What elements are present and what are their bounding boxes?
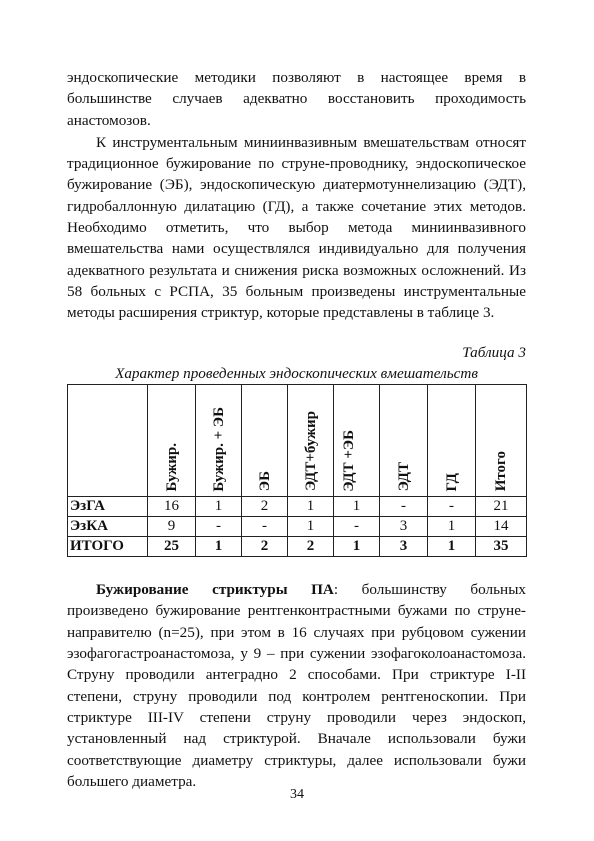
table-cell: - bbox=[334, 517, 380, 537]
row-label: ЭзГА bbox=[68, 497, 148, 517]
paragraph-2: К инструментальным миниинвазивным вмешательствам относят традиционное бужирование по струне-проводнику, эндоскопическое бужирование (ЭБ), эндоскопическую диатермотуннелизацию (ЭДТ), гидробаллонную дилатацию (ГД), а также сочетание этих методов. Необходимо отметить, что выбор метода миниинвазивного вмешательства нами осуществлялся индивидуально для получения адекватного результата и снижения риска возможных осложнений. Из 58 больных с РСПА, 35 больным произведены инструментальные методы расширения стриктур, которые представлены в таблице 3. bbox=[67, 133, 526, 322]
table-header-cell bbox=[68, 385, 148, 497]
row-label: ЭзКА bbox=[68, 517, 148, 537]
paragraph-3 bbox=[67, 579, 526, 792]
table-cell: 14 bbox=[476, 517, 527, 537]
table-cell: - bbox=[242, 517, 288, 537]
paragraph-3-body: : большинству больных произведено бужирование рентгенконтрастными бужами по струне-направителю (n=25), при этом в 16 случаях при рубцовом сужении эзофагогастроанастомоза, у 9 – при сужении эзофагоколоанастомоза. Струну проводили антеградно 2 способами. При стриктуре I-II степени, струну проводили под контролем рентгеноскопии. При стриктуре III-IV степени струну проводили через эндоскоп, установленный над стриктурой. Вначале использовали бужи соответствующие диаметру стриктуры, далее использовали бужи большего диаметра. bbox=[67, 581, 526, 790]
document-page bbox=[67, 64, 526, 792]
table-header-cell: ЭДТ +ЭБ bbox=[334, 385, 380, 497]
table-cell: 3 bbox=[380, 537, 428, 557]
table-cell: 1 bbox=[288, 497, 334, 517]
table-cell: 1 bbox=[196, 497, 242, 517]
table-cell: - bbox=[380, 497, 428, 517]
table-cell: 1 bbox=[196, 537, 242, 557]
table-header-cell: ЭДТ+бужир bbox=[288, 385, 334, 497]
table-cell: 1 bbox=[428, 537, 476, 557]
table-cell: 9 bbox=[148, 517, 196, 537]
page-number: 34 bbox=[290, 787, 304, 802]
table-header-cell: ГД bbox=[428, 385, 476, 497]
table-header-cell: ЭБ bbox=[242, 385, 288, 497]
interventions-table bbox=[67, 384, 527, 557]
table-cell: 25 bbox=[148, 537, 196, 557]
table-cell: - bbox=[196, 517, 242, 537]
table-header-cell: Бужир. bbox=[148, 385, 196, 497]
table-cell: 3 bbox=[380, 517, 428, 537]
table-cell: 1 bbox=[334, 497, 380, 517]
table-cell: 2 bbox=[242, 537, 288, 557]
table-header-cell: ЭДТ bbox=[380, 385, 428, 497]
table-cell: 1 bbox=[288, 517, 334, 537]
table-cell: 35 bbox=[476, 537, 527, 557]
table-cell: 21 bbox=[476, 497, 527, 517]
table-cell: 2 bbox=[288, 537, 334, 557]
table-cell: 2 bbox=[242, 497, 288, 517]
table-cell: 1 bbox=[334, 537, 380, 557]
table-cell: 1 bbox=[428, 517, 476, 537]
table-row bbox=[68, 497, 527, 517]
paragraph-1: эндоскопические методики позволяют в настоящее время в большинстве случаев адекватно восстановить проходимость анастомозов. bbox=[67, 69, 526, 129]
table-header-cell: Итого bbox=[476, 385, 527, 497]
table-header-cell: Бужир. + ЭБ bbox=[196, 385, 242, 497]
table-cell: 16 bbox=[148, 497, 196, 517]
table-caption: Таблица 3 bbox=[462, 343, 526, 361]
table-cell: - bbox=[428, 497, 476, 517]
table-total-row bbox=[68, 537, 527, 557]
table-row bbox=[68, 517, 527, 537]
table-title: Характер проведенных эндоскопических вмешательств bbox=[115, 364, 478, 382]
row-label: ИТОГО bbox=[68, 537, 148, 557]
paragraph-3-heading: Бужирование стриктуры ПА bbox=[96, 581, 334, 599]
table-header-row bbox=[68, 385, 527, 497]
